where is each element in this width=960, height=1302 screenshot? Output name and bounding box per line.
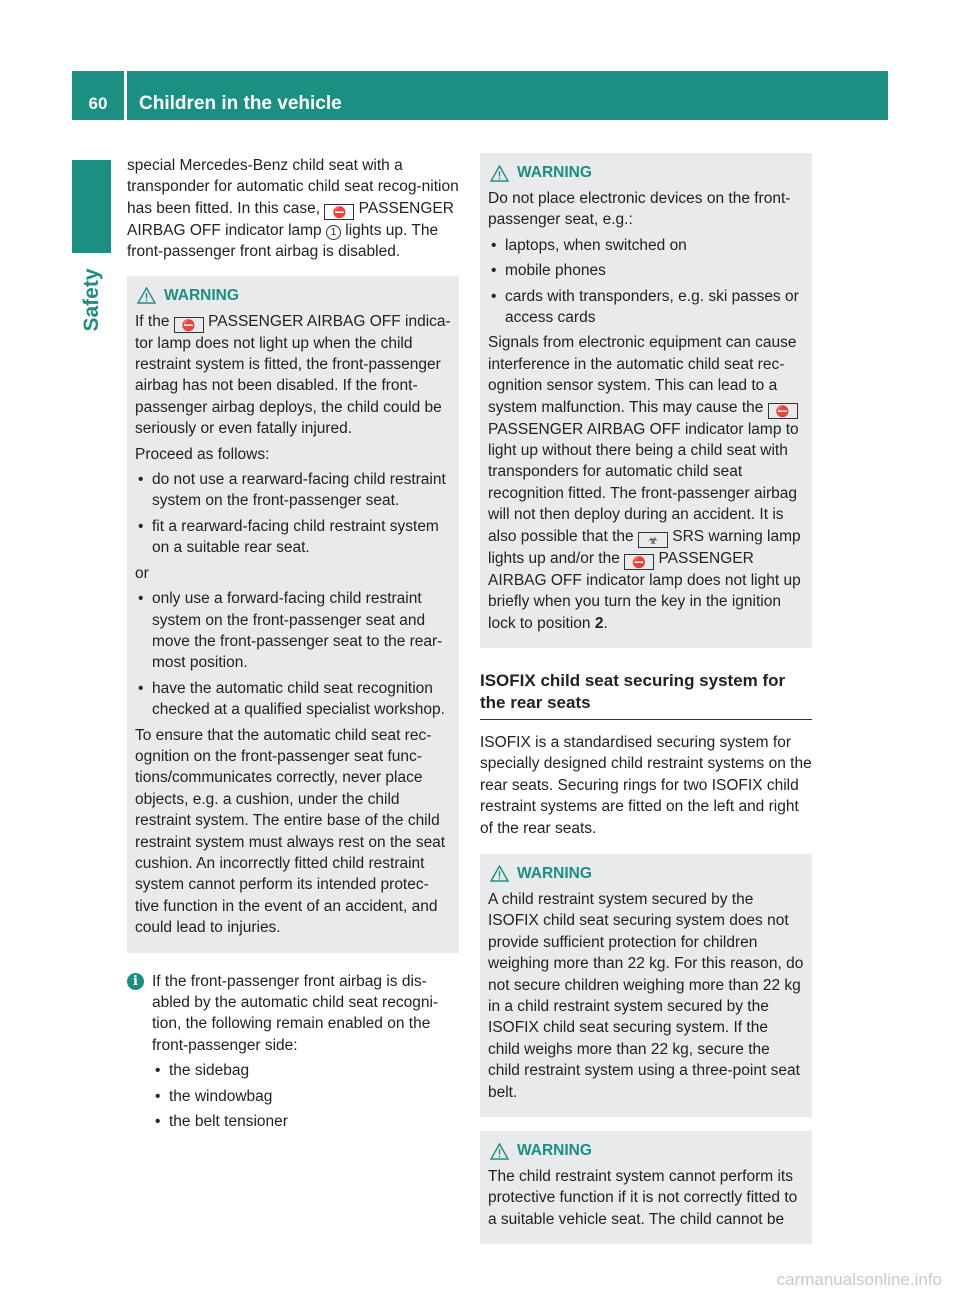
- section-tab-marker: [72, 160, 111, 253]
- right-column: [480, 155, 812, 1244]
- passenger-airbag-off-icon: ⛔: [624, 554, 654, 570]
- warning-heading-text: WARNING: [517, 164, 592, 181]
- info-text: If the front-passenger front airbag is dis-abled by the automatic child seat recogni-tion, the following remain enabled on the front-passenger side:: [152, 972, 439, 1054]
- warning-paragraph-ensure: To ensure that the automatic child seat rec-ognition on the front-passenger seat func-tions/communicates correctly, never place objects, e.g. a cushion, under the child restraint system. The entire base of the child restraint system must always rest on the seat cushion. An incorrectly fitted child restraint system cannot perform its intended protec-tive function in the event of an accident, and could lead to injuries.: [135, 726, 446, 937]
- intro-text-b: PASSENGER AIRBAG OFF indicator lamp: [127, 199, 454, 239]
- signals-text-d: PASSENGER AIRBAG OFF indicator lamp does not light up briefly when you turn the key in the ignition lock to position: [488, 549, 801, 632]
- section-tab-text: Safety: [79, 268, 103, 332]
- page-header: [72, 71, 888, 120]
- proceed-list: [135, 469, 451, 559]
- or-text: or: [135, 564, 149, 582]
- list-item: • the belt tensioner: [152, 1111, 459, 1132]
- intro-paragraph: [127, 155, 459, 263]
- intro-text-c: lights up. The front-passenger front airbag is disabled.: [127, 221, 439, 261]
- signals-text-b: PASSENGER AIRBAG OFF indicator lamp to light up without there being a child seat with transponders for automatic child seat recognition fitted. The front-passenger airbag will not then deploy during an accident. It is also possible that the: [488, 420, 799, 545]
- warning-box-correct-fitting: [480, 1131, 812, 1244]
- warning-box-isofix-weight: [480, 854, 812, 1117]
- warning-paragraph-signals: [488, 332, 804, 633]
- callout-1-icon: 1: [326, 225, 341, 240]
- ignition-position: 2: [594, 614, 604, 632]
- passenger-airbag-off-icon: ⛔: [174, 317, 204, 333]
- warning-heading-text: WARNING: [517, 864, 592, 882]
- watermark: carmanualsonline.info: [776, 1270, 942, 1289]
- isofix-paragraph: ISOFIX is a standardised securing system for specially designed child restraint systems on the rear seats. Securing rings for two ISOFIX child restraint systems are fitted on the left and right of the rear seats.: [480, 733, 812, 837]
- signals-text-c: SRS warning lamp lights up and/or the: [488, 527, 801, 567]
- warning-triangle-icon: [490, 165, 509, 182]
- section-heading-isofix: ISOFIX child seat securing system for the rear seats: [480, 670, 812, 720]
- warning-triangle-icon: [137, 287, 156, 304]
- warning-paragraph: [135, 311, 451, 440]
- warning-box-airbag-lamp: [127, 276, 459, 953]
- warning-box-electronic-devices: [480, 153, 812, 648]
- devices-list: [488, 235, 804, 329]
- left-column: [127, 155, 459, 1136]
- chapter-title: Children in the vehicle: [139, 93, 342, 114]
- warning-paragraph: A child restraint system secured by the ISOFIX child seat securing system does not provide sufficient protection for children weighing more than 22 kg. For this reason, do not secure children weighing more than 22 kg in a child restraint system secured by the ISOFIX child seat securing system. If the child weighs more than 22 kg, secure the child restraint system using a three-point seat belt.: [488, 890, 804, 1101]
- warning-heading: [135, 285, 451, 307]
- warning-heading: [488, 863, 804, 885]
- warning-text-a: If the: [135, 312, 170, 330]
- warning-text-b: PASSENGER AIRBAG OFF indica-tor lamp does not light up when the child restraint system is fitted, the front-passenger airbag has not been disabled. If the front-passenger airbag deploys, the child could be seriously or even fatally injured.: [135, 312, 451, 438]
- section-tab-label: [72, 260, 111, 340]
- signals-text-a: Signals from electronic equipment can cause interference in the automatic child seat rec-ognition sensor system. This can lead to a system malfunction. This may cause the: [488, 334, 797, 416]
- warning-paragraph: Do not place electronic devices on the front-passenger seat, e.g.:: [488, 190, 791, 229]
- list-item: • laptops, when switched on: [488, 235, 804, 256]
- list-item: • cards with transponders, e.g. ski passes or access cards: [488, 286, 804, 329]
- list-item: • only use a forward-facing child restraint system on the front-passenger seat and move the front-passenger seat to the rear-most position.: [135, 588, 451, 674]
- proceed-text: Proceed as follows:: [135, 445, 270, 463]
- list-item: • have the automatic child seat recognition checked at a qualified specialist workshop.: [135, 678, 451, 721]
- passenger-airbag-off-icon: ⛔: [324, 204, 354, 220]
- header-divider: [124, 71, 127, 120]
- list-item: • mobile phones: [488, 260, 804, 281]
- warning-heading: [488, 162, 804, 184]
- warning-heading: [488, 1140, 804, 1162]
- list-item: • fit a rearward-facing child restraint system on a suitable rear seat.: [135, 516, 451, 559]
- info-icon: i: [127, 973, 144, 990]
- intro-text-a: special Mercedes-Benz child seat with a transponder for automatic child seat recog-nition has been fitted. In this case,: [127, 157, 459, 217]
- info-list: [152, 1060, 459, 1132]
- passenger-airbag-off-icon: ⛔: [768, 403, 798, 419]
- alternative-list: [135, 588, 451, 720]
- warning-paragraph: The child restraint system cannot perform its protective function if it is not correctly fitted to a suitable vehicle seat. The child cannot be: [488, 1168, 798, 1228]
- list-item: • do not use a rearward-facing child restraint system on the front-passenger seat.: [135, 469, 451, 512]
- warning-heading-text: WARNING: [517, 1142, 592, 1159]
- info-note: [127, 971, 459, 1137]
- warning-triangle-icon: [490, 865, 509, 882]
- warning-heading-text: WARNING: [164, 286, 239, 304]
- page-number: 60: [88, 94, 108, 113]
- list-item: • the windowbag: [152, 1086, 459, 1107]
- signals-text-end: .: [603, 614, 608, 632]
- list-item: • the sidebag: [152, 1060, 459, 1081]
- warning-triangle-icon: [490, 1143, 509, 1160]
- srs-warning-icon: ☣: [638, 532, 668, 548]
